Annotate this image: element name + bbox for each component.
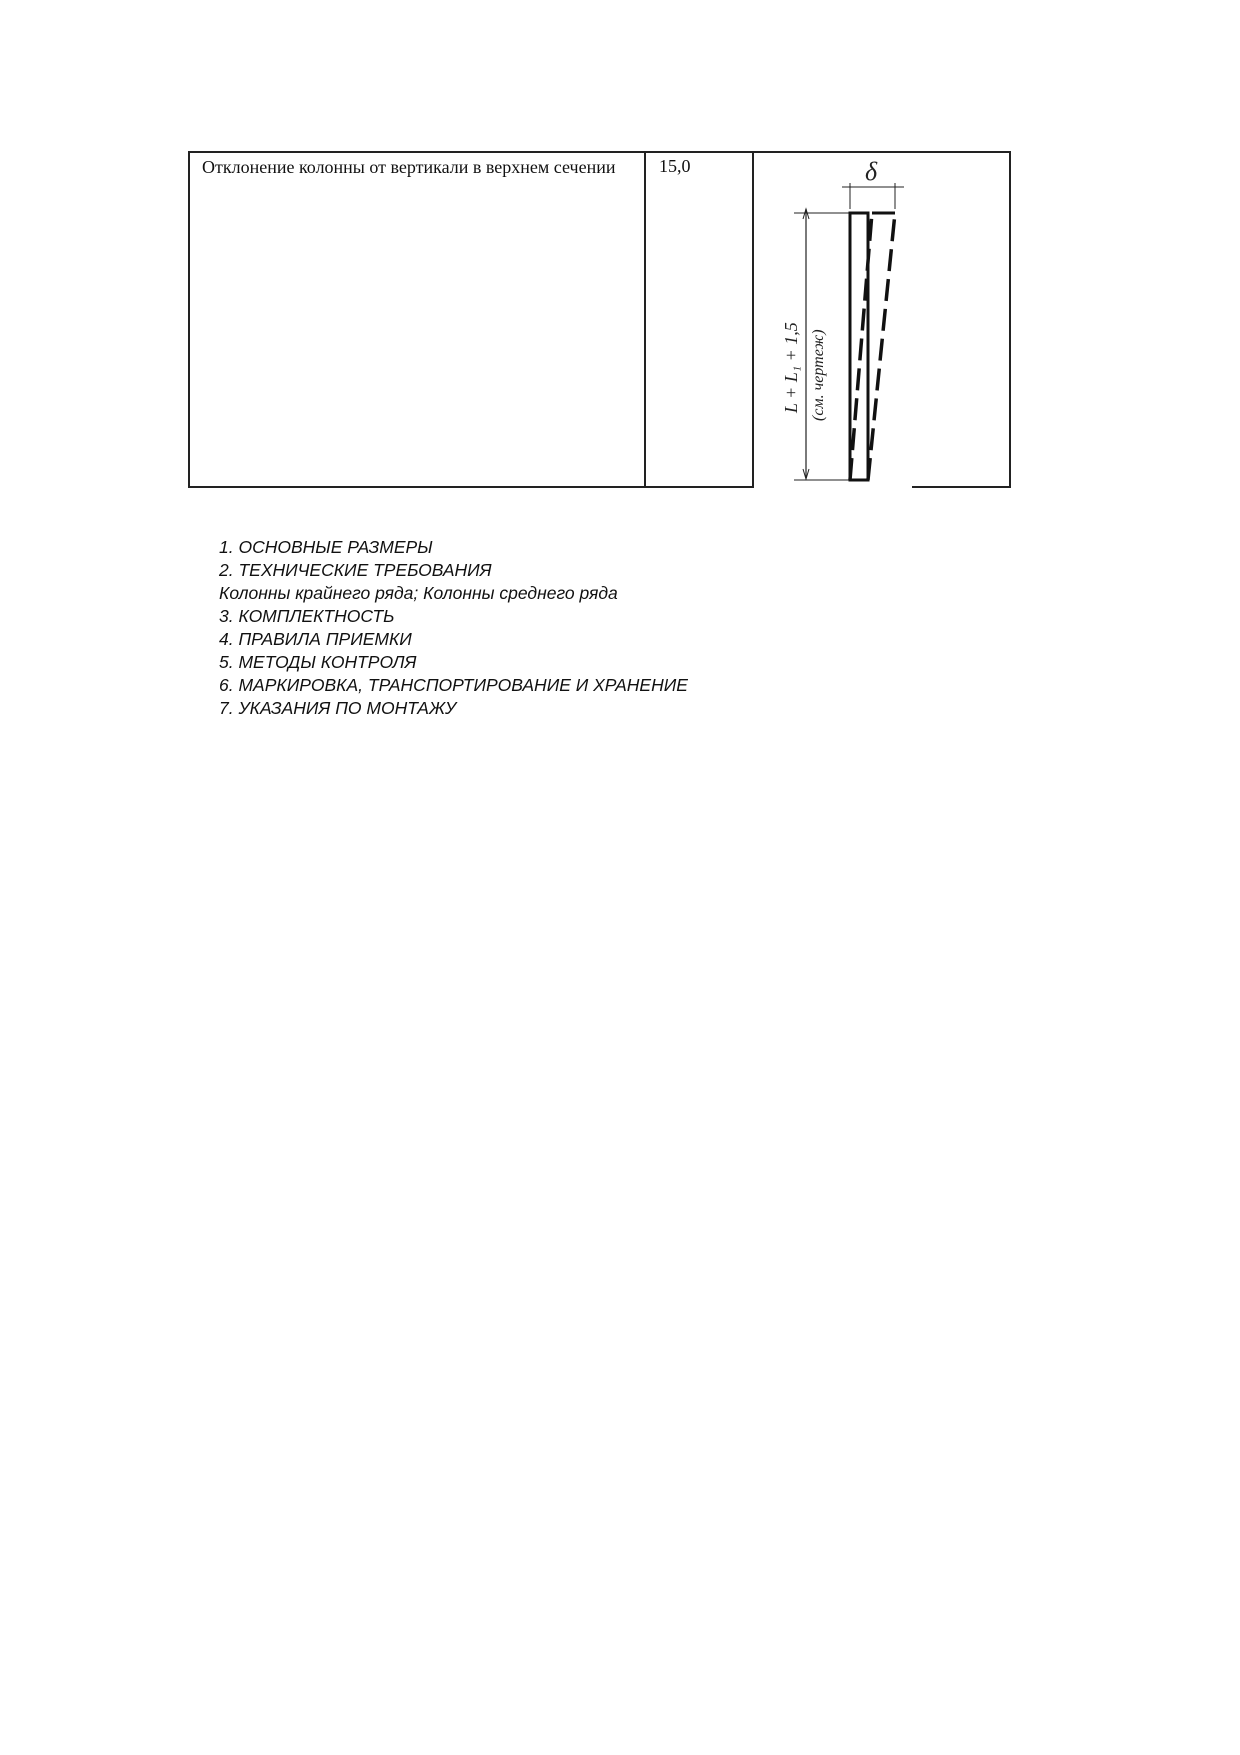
column-deviation-figure xyxy=(753,152,1010,487)
table-of-contents xyxy=(219,536,688,720)
toc-item[interactable]: 4. ПРАВИЛА ПРИЕМКИ xyxy=(219,629,412,649)
toc-item[interactable]: 3. КОМПЛЕКТНОСТЬ xyxy=(219,606,395,626)
column-tilt-diagram xyxy=(754,153,1064,488)
toc-item[interactable]: 7. УКАЗАНИЯ ПО МОНТАЖУ xyxy=(219,698,457,718)
dimension-label: L + L₁ + 1,5 xyxy=(781,322,801,413)
toc-item[interactable]: 5. МЕТОДЫ КОНТРОЛЯ xyxy=(219,652,417,672)
table-row xyxy=(189,152,1010,487)
tolerance-table xyxy=(188,151,1011,488)
toc-item[interactable]: 2. ТЕХНИЧЕСКИЕ ТРЕБОВАНИЯ xyxy=(219,560,492,580)
delta-label: δ xyxy=(865,157,878,186)
toc-item[interactable]: 1. ОСНОВНЫЕ РАЗМЕРЫ xyxy=(219,537,433,557)
tilted-column-right-edge xyxy=(868,213,895,480)
toc-item[interactable]: Колонны крайнего ряда; Колонны среднего ряда xyxy=(219,583,618,603)
deviation-value: 15,0 xyxy=(645,152,753,487)
dimension-note: (см. чертеж) xyxy=(810,329,827,421)
deviation-description: Отклонение колонны от вертикали в верхнем сечении xyxy=(189,152,645,487)
toc-item[interactable]: 6. МАРКИРОВКА, ТРАНСПОРТИРОВАНИЕ И ХРАНЕНИЕ xyxy=(219,675,688,695)
